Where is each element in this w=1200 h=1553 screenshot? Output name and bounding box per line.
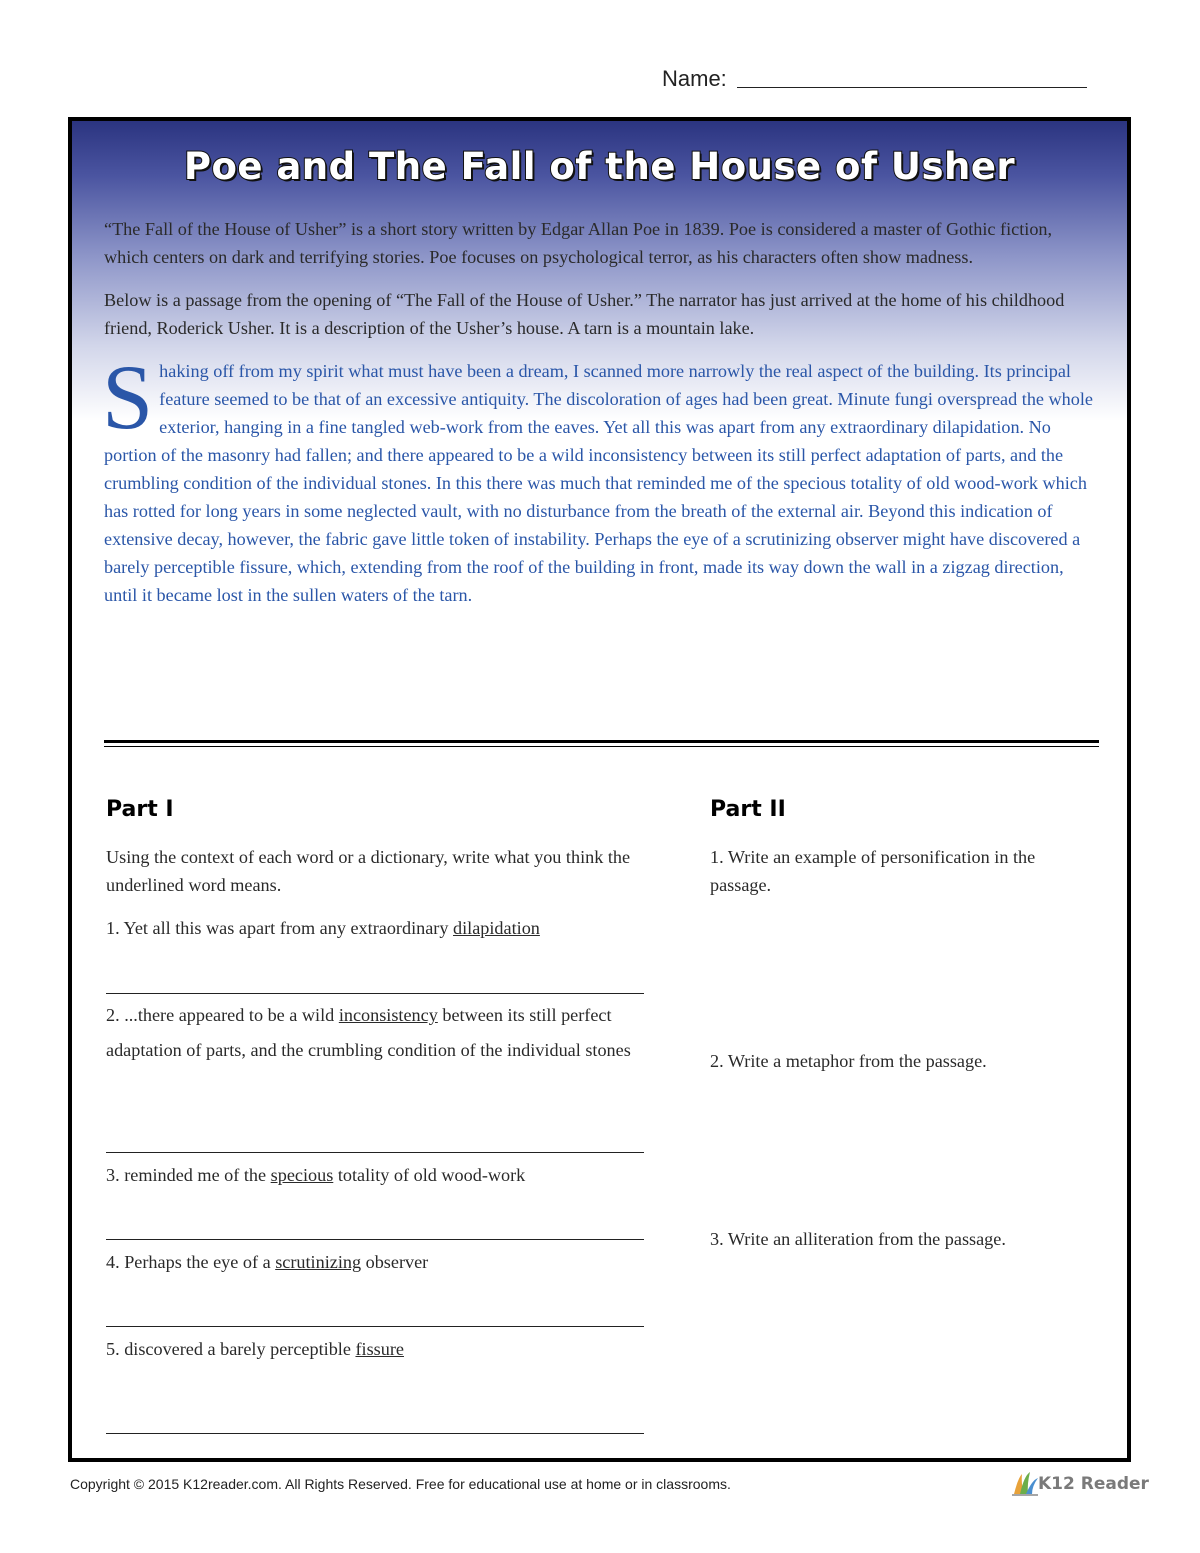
part-2-question-2: 2. Write a metaphor from the passage. (710, 1051, 987, 1071)
worksheet-frame (68, 117, 1131, 1462)
intro-paragraph-1: “The Fall of the House of Usher” is a short story written by Edgar Allan Poe in 1839. Poe is considered a master of Gothic fiction, which centers on dark and terrifying stories. Poe focuses on psychological terror, as his characters often show madness. (104, 219, 1053, 267)
copyright-footer: Copyright © 2015 K12reader.com. All Rights Reserved. Free for educational use at home or in classrooms. (70, 1476, 731, 1492)
passage (102, 346, 1099, 609)
underlined-word: scrutinizing (275, 1252, 362, 1272)
answer-line-5[interactable] (106, 1433, 644, 1434)
answer-line-3[interactable] (106, 1239, 644, 1240)
underlined-word: inconsistency (338, 1005, 438, 1025)
underlined-word: dilapidation (453, 918, 540, 938)
part-1-question-3: 3. reminded me of the specious totality of old wood-work (106, 1165, 526, 1185)
part-1-question-1: 1. Yet all this was apart from any extraordinary dilapidation (106, 918, 540, 938)
page-title: Poe and The Fall of the House of Usher (183, 145, 1016, 188)
k12-reader-logo-icon (1010, 1468, 1040, 1498)
part-2-question-1: 1. Write an example of personification in the passage. (710, 847, 1036, 895)
section-divider (104, 740, 1099, 747)
answer-line-1[interactable] (106, 993, 644, 994)
name-field (662, 66, 1087, 92)
part-2-question-3: 3. Write an alliteration from the passage. (710, 1229, 1006, 1249)
name-label: Name: (662, 66, 727, 91)
part-1-instructions: Using the context of each word or a dictionary, write what you think the underlined word means. (106, 847, 631, 895)
part-1-question-5: 5. discovered a barely perceptible fissure (106, 1339, 404, 1359)
answer-line-4[interactable] (106, 1326, 644, 1327)
underlined-word: fissure (355, 1339, 404, 1359)
answer-line-2[interactable] (106, 1152, 644, 1153)
part-1-question-4: 4. Perhaps the eye of a scrutinizing observer (106, 1252, 429, 1272)
intro-paragraph-2: Below is a passage from the opening of “The Fall of the House of Usher.” The narrator has just arrived at the home of his childhood friend, Roderick Usher. It is a description of the Usher’s house. A tarn is a mountain lake. (104, 290, 1065, 338)
part-1-question-2: 2. ...there appeared to be a wild inconsistency between its still perfect adaptation of parts, and the crumbling condition of the individual stones (106, 1005, 631, 1060)
part-2-heading: Part II (710, 797, 786, 822)
reading-section (104, 215, 1099, 624)
underlined-word: specious (270, 1165, 334, 1185)
passage-text: haking off from my spirit what must have been a dream, I scanned more narrowly the real aspect of the building. Its principal feature seemed to be that of an excessive antiquity. The discoloration of ages had been great. Minute fungi overspread the whole exterior, hanging in a fine tangled web-work from the eaves. Yet all this was apart from any extraordinary dilapidation. No portion of the masonry had fallen; and there appeared to be a wild inconsistency between its still perfect adaptation of parts, and the crumbling condition of the individual stones. In this there was much that reminded me of the specious totality of old wood-work which has rotted for long years in some neglected vault, with no disturbance from the breath of the external air. Beyond this indication of extensive decay, however, the fabric gave little token of instability. Perhaps the eye of a scrutinizing observer might have discovered a barely perceptible fissure, which, extending from the roof of the building in front, made its way down the wall in a zigzag direction, until it became lost in the sullen waters of the tarn. (104, 361, 1093, 605)
part-1-heading: Part I (106, 797, 174, 822)
drop-cap: S (102, 346, 154, 448)
name-blank-line[interactable] (737, 67, 1087, 88)
k12-reader-logo-text: K12 Reader (1038, 1474, 1149, 1494)
